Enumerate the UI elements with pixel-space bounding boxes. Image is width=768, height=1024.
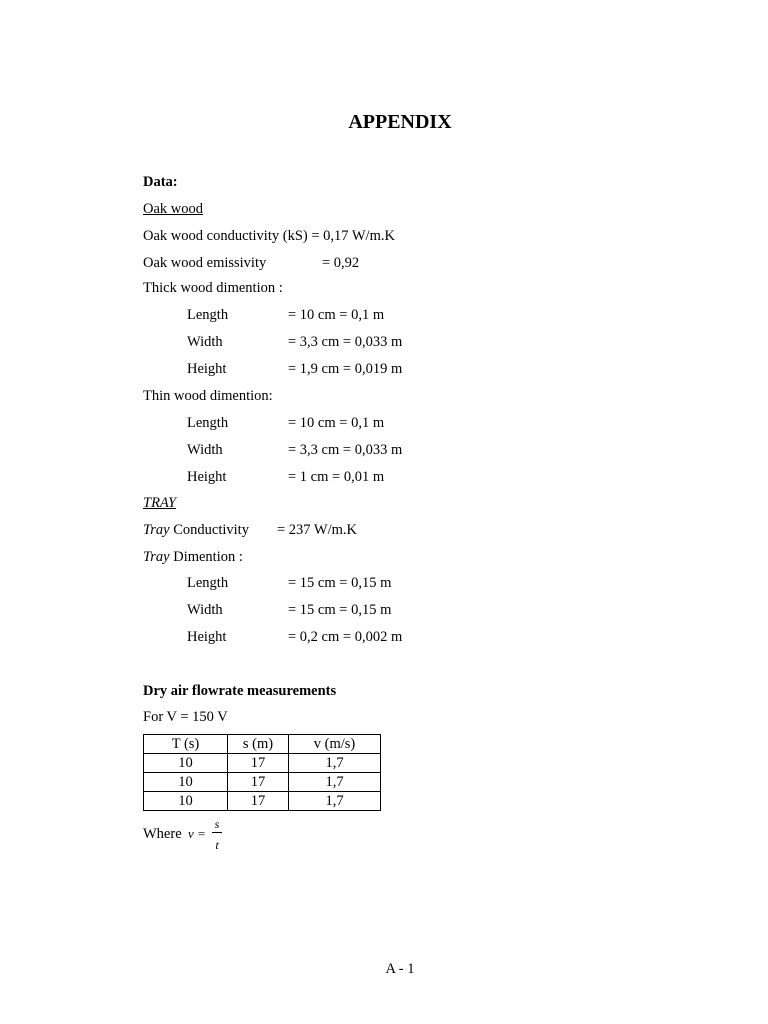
thin-length-label: Length [187,415,229,431]
tray-word: Tray [143,522,170,538]
tray-dimention-heading [143,550,243,565]
formula-numerator: s [214,817,220,831]
thin-height-label: Height [187,469,227,485]
table-cell: 1,7 [289,754,381,773]
flow-voltage: For V = 150 V [143,709,228,725]
thick-length-label: Length [187,307,229,323]
fraction-bar [212,832,222,833]
formula-fraction [211,818,223,851]
table-cell: 10 [144,773,228,792]
thin-wood-heading: Thin wood dimention: [143,388,273,404]
oak-conductivity: Oak wood conductivity (kS) = 0,17 W/m.K [143,228,395,244]
formula-lhs [188,827,206,840]
thick-height-label: Height [187,361,227,377]
tray-conductivity-text: Conductivity [169,522,249,538]
page-number: A - 1 [385,961,415,977]
tray-length-value: = 15 cm = 0,15 m [288,575,392,591]
column-header: v (m/s) [289,735,381,754]
column-header: s (m) [228,735,289,754]
thin-width-value: = 3,3 cm = 0,033 m [288,442,403,458]
thin-length-value: = 10 cm = 0,1 m [288,415,385,431]
oak-emissivity-value: = 0,92 [322,255,360,271]
table-cell: 17 [228,754,289,773]
oak-wood-heading: Oak wood [143,201,204,217]
tray-heading: TRAY [143,495,177,511]
flowrate-table [143,734,381,811]
table-cell: 1,7 [289,773,381,792]
formula-denominator: t [215,838,219,852]
formula-lhs-text: v = [188,826,206,841]
tray-width-label: Width [187,602,223,618]
table-row [144,754,381,773]
table-cell: 10 [144,754,228,773]
table-cell: 17 [228,773,289,792]
tray-conductivity-value: = 237 W/m.K [277,522,358,538]
data-heading: Data: [143,174,178,190]
table-cell: 1,7 [289,792,381,811]
tray-height-label: Height [187,629,227,645]
table-cell: 10 [144,792,228,811]
thick-width-label: Width [187,334,223,350]
tray-length-label: Length [187,575,229,591]
thick-width-value: = 3,3 cm = 0,033 m [288,334,403,350]
table-header-row [144,735,381,754]
table-row [144,773,381,792]
column-header: T (s) [144,735,228,754]
where-text: Where [143,826,182,842]
tray-height-value: = 0,2 cm = 0,002 m [288,629,403,645]
tray-conductivity-label [143,523,249,538]
oak-emissivity-label: Oak wood emissivity [143,255,267,271]
table-cell: 17 [228,792,289,811]
tray-word: Tray [143,549,170,565]
thick-length-value: = 10 cm = 0,1 m [288,307,385,323]
tray-dimention-text: Dimention : [169,549,243,565]
thin-height-value: = 1 cm = 0,01 m [288,469,385,485]
thin-width-label: Width [187,442,223,458]
table-row [144,792,381,811]
flow-heading: Dry air flowrate measurements [143,683,337,699]
thick-height-value: = 1,9 cm = 0,019 m [288,361,403,377]
tray-width-value: = 15 cm = 0,15 m [288,602,392,618]
thick-wood-heading: Thick wood dimention : [143,280,283,296]
page-title: APPENDIX [348,111,452,133]
